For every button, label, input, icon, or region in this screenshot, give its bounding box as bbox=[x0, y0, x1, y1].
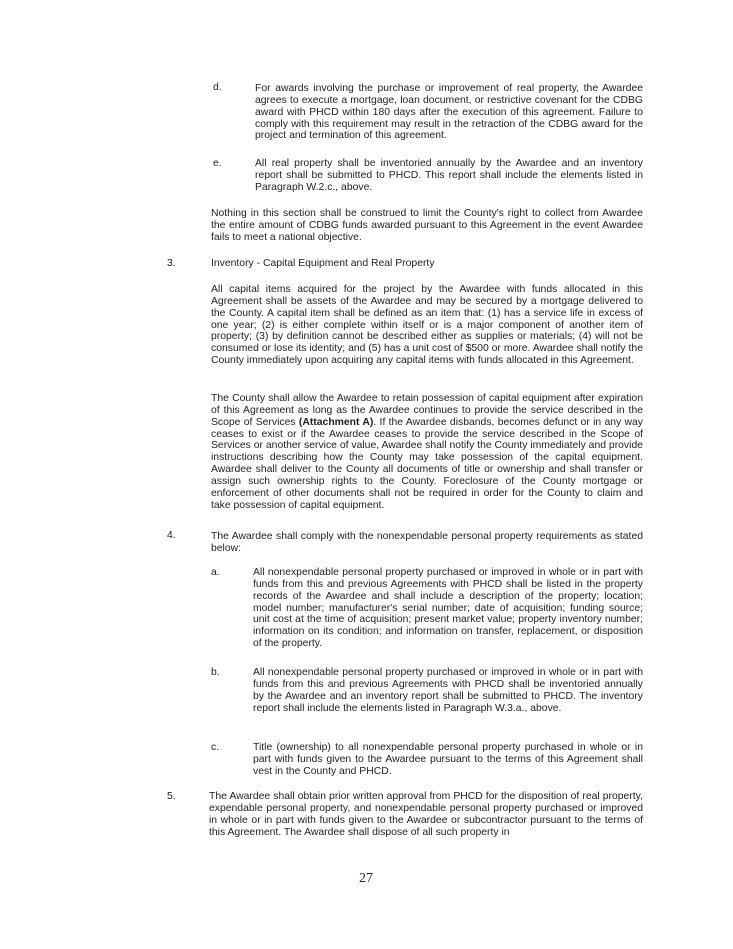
section-3-number: 3. bbox=[167, 258, 176, 269]
item-4c-marker: c. bbox=[211, 742, 220, 753]
section-4-number: 4. bbox=[167, 530, 176, 541]
item-4a-marker: a. bbox=[211, 567, 220, 578]
section-4-intro: The Awardee shall comply with the nonexpendable personal property requirements as stated below: bbox=[211, 531, 643, 554]
section-5-number: 5. bbox=[167, 791, 176, 802]
attachment-reference: (Attachment A) bbox=[298, 416, 374, 428]
item-e-text: All real property shall be inventoried annually by the Awardee and an inventory report shall be submitted to PHCD. This report shall include the elements listed in Paragraph W.2.c., above. bbox=[255, 158, 643, 193]
item-e-marker: e. bbox=[213, 158, 222, 169]
page-number: 27 bbox=[359, 871, 373, 886]
section-5-text: The Awardee shall obtain prior written approval from PHCD for the disposition of real property, expendable personal property, and nonexpendable personal property purchased or improved in whole or in part with funds given to the Awardee or subcontractor pursuant to the terms of this Agreement. The Awardee shall dispose of all such property in bbox=[209, 791, 643, 838]
item-4b-marker: b. bbox=[211, 667, 220, 678]
section-3-heading: Inventory - Capital Equipment and Real Property bbox=[211, 258, 435, 269]
section-3-paragraph-2-end: . If the Awardee disbands, becomes defunct or in any way ceases to exist or if the Awardee ceases to provide the service described in the Scope of Services or another service of value, Awardee shall notify the County immediately and provide instructions describing how the County may take possession of the capital equipment. Awardee shall deliver to the County all documents of title or ownership and shall transfer or assign such ownership rights to the County. Foreclosure of the County mortgage or enforcement of other documents shall not be required in order for the County to claim and take possession of capital equipment. bbox=[211, 416, 643, 511]
section-3-paragraph-2-start: The County shall allow the Awardee to retain possession of capital equipment after expiration of this Agreement as long as the Awardee continues to provide the service described in the Scope of Services bbox=[211, 393, 643, 428]
item-4a-text: All nonexpendable personal property purchased or improved in whole or in part with funds from this and previous Agreements with PHCD shall be listed in the property records of the Awardee and shall include a description of the property; location; model number; manufacturer's serial number; date of acquisition; funding source; unit cost at the time of acquisition; present market value; property inventory number; information on its condition; and information on transfer, replacement, or disposition of the property. bbox=[253, 567, 643, 650]
nothing-paragraph: Nothing in this section shall be construed to limit the County's right to collect from Awardee the entire amount of CDBG funds awarded pursuant to this Agreement in the event Awardee fails to meet a national objective. bbox=[211, 208, 643, 243]
section-3-paragraph-2 bbox=[211, 393, 643, 511]
item-d-text: For awards involving the purchase or improvement of real property, the Awardee agrees to execute a mortgage, loan document, or restrictive covenant for the CDBG award with PHCD within 180 days after the execution of this agreement. Failure to comply with this requirement may result in the retraction of the CDBG award for the project and termination of this agreement. bbox=[255, 83, 643, 142]
item-4b-text: All nonexpendable personal property purchased or improved in whole or in part with funds from this and previous Agreements with PHCD shall be inventoried annually by the Awardee and an inventory report shall be submitted to PHCD. The inventory report shall include the elements listed in Paragraph W.3.a., above. bbox=[253, 667, 643, 714]
item-4c-text: Title (ownership) to all nonexpendable personal property purchased in whole or in part with funds given to the Awardee pursuant to the terms of this Agreement shall vest in the County and PHCD. bbox=[253, 742, 643, 777]
section-3-paragraph-1: All capital items acquired for the project by the Awardee with funds allocated in this Agreement shall be assets of the Awardee and may be secured by a mortgage delivered to the County. A capital item shall be defined as an item that: (1) has a service life in excess of one year; (2) is either complete within itself or is a major component of another item of property; (3) by definition cannot be described either as supplies or materials; (4) will not be consumed or lose its identity; and (5) has a unit cost of $500 or more. Awardee shall notify the County immediately upon acquiring any capital items with funds allocated in this Agreement. bbox=[211, 284, 643, 367]
item-d-marker: d. bbox=[213, 82, 222, 93]
